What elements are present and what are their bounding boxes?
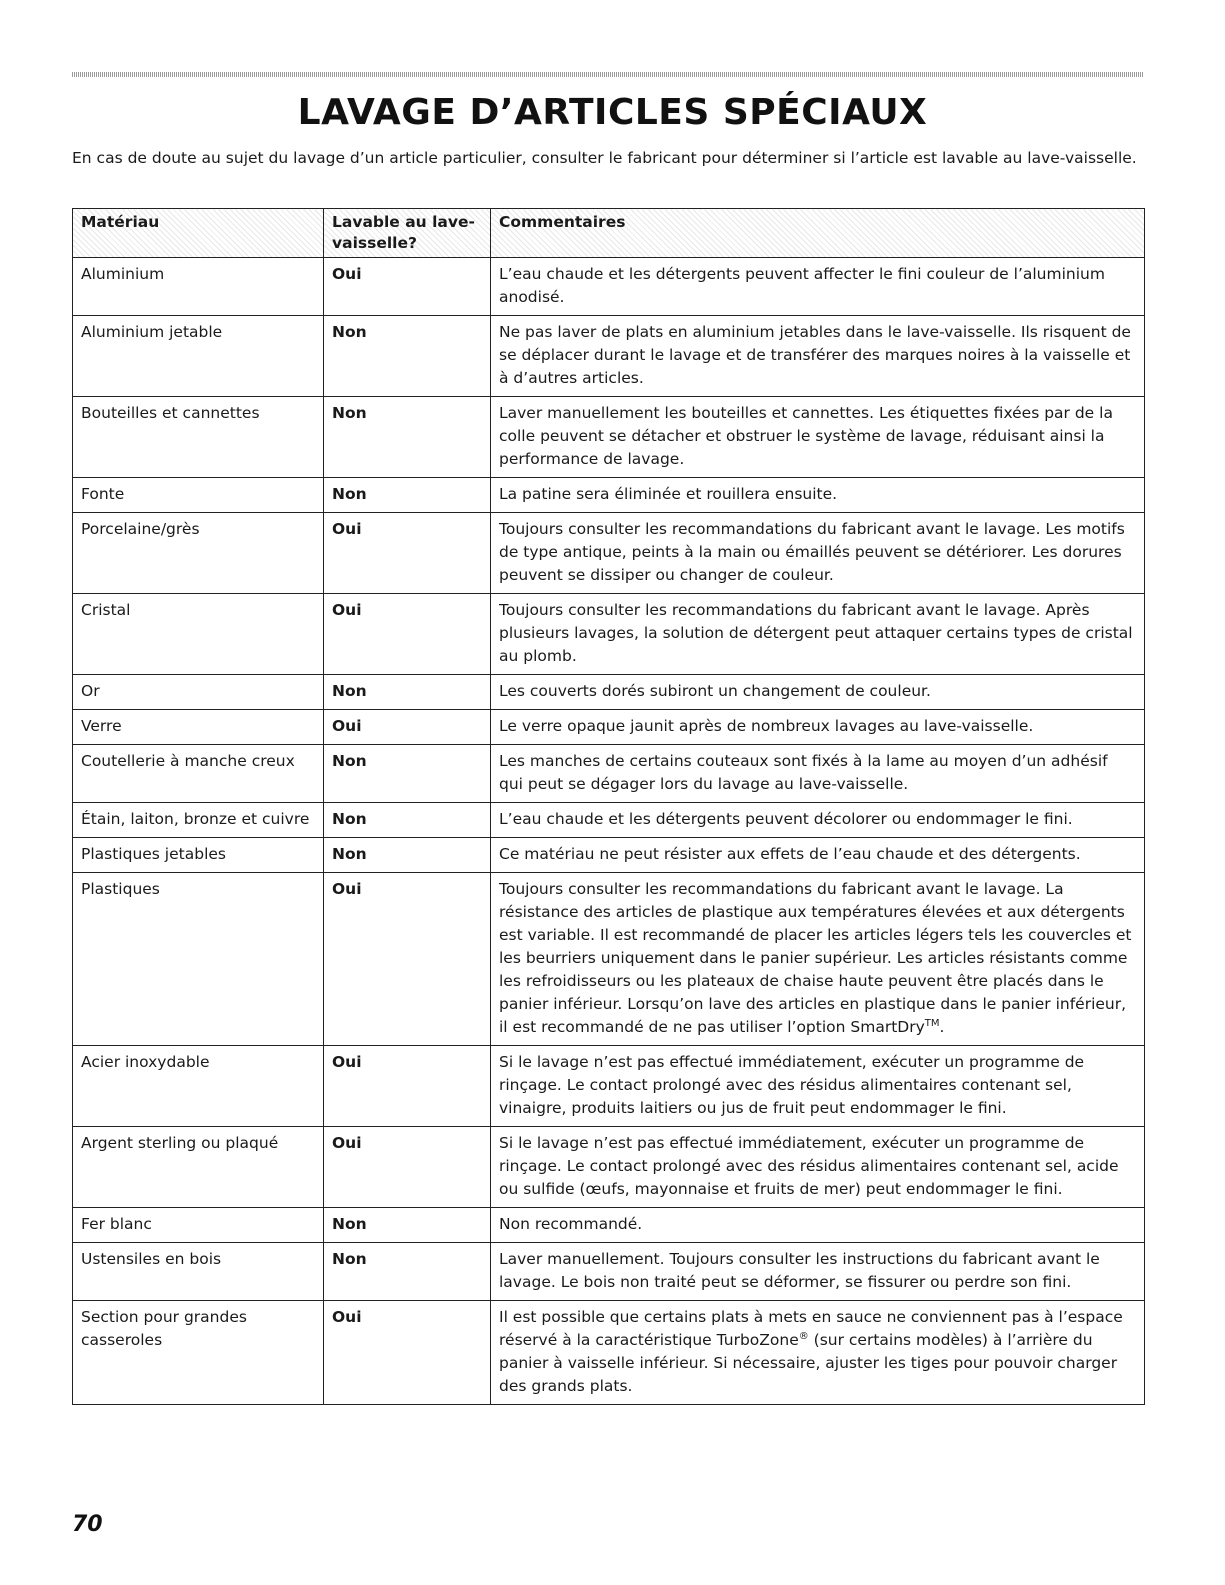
table-row — [73, 1208, 1145, 1243]
cell-washable: Non — [324, 803, 491, 838]
header-comments: Commentaires — [491, 209, 1145, 258]
cell-material: Argent sterling ou plaqué — [73, 1127, 324, 1208]
cell-comment: L’eau chaude et les détergents peuvent décolorer ou endommager le fini. — [491, 803, 1145, 838]
cell-material: Coutellerie à manche creux — [73, 745, 324, 803]
cell-washable: Oui — [324, 1046, 491, 1127]
cell-washable: Oui — [324, 258, 491, 316]
table-row — [73, 1243, 1145, 1301]
top-rule — [72, 72, 1143, 77]
cell-comment: Toujours consulter les recommandations du fabricant avant le lavage. Après plusieurs lavages, la solution de détergent peut attaquer certains types de cristal au plomb. — [491, 594, 1145, 675]
cell-material: Plastiques jetables — [73, 838, 324, 873]
header-material: Matériau — [73, 209, 324, 258]
comment-text: Toujours consulter les recommandations du fabricant avant le lavage. La résistance des articles de plastique aux températures élevées et aux détergents est variable. Il est recommandé de placer les articles légers tels les couvercles et les beurriers uniquement dans le panier supérieur. Les articles résistants comme les refroidisseurs ou les plateaux de chaise haute peuvent être placés dans le panier inférieur. Lorsqu’on lave des articles en plastique dans le panier inférieur, il est recommandé de ne pas utiliser l’option SmartDry — [499, 880, 1132, 1036]
table-row — [73, 675, 1145, 710]
cell-comment: L’eau chaude et les détergents peuvent affecter le fini couleur de l’aluminium anodisé. — [491, 258, 1145, 316]
table-row — [73, 838, 1145, 873]
cell-material: Section pour grandes casseroles — [73, 1301, 324, 1405]
cell-material: Bouteilles et cannettes — [73, 397, 324, 478]
cell-material: Cristal — [73, 594, 324, 675]
cell-comment: Ne pas laver de plats en aluminium jetables dans le lave-vaisselle. Ils risquent de se déplacer durant le lavage et de transférer des marques noires à la vaisselle et à d’autres articles. — [491, 316, 1145, 397]
cell-washable: Non — [324, 478, 491, 513]
cell-washable: Oui — [324, 594, 491, 675]
cell-washable: Oui — [324, 1301, 491, 1405]
table-row — [73, 873, 1145, 1046]
cell-comment: Si le lavage n’est pas effectué immédiatement, exécuter un programme de rinçage. Le contact prolongé avec des résidus alimentaires contenant sel, acide ou sulfide (œufs, mayonnaise et fruits de mer) peut endommager le fini. — [491, 1127, 1145, 1208]
cell-material: Plastiques — [73, 873, 324, 1046]
table-body — [73, 258, 1145, 1405]
cell-comment — [491, 1301, 1145, 1405]
cell-comment: La patine sera éliminée et rouillera ensuite. — [491, 478, 1145, 513]
materials-table — [72, 208, 1145, 1405]
table-row — [73, 478, 1145, 513]
cell-material: Or — [73, 675, 324, 710]
cell-comment: Le verre opaque jaunit après de nombreux lavages au lave-vaisselle. — [491, 710, 1145, 745]
table-row — [73, 803, 1145, 838]
intro-paragraph: En cas de doute au sujet du lavage d’un article particulier, consulter le fabricant pour déterminer si l’article est lavable au lave-vaisselle. — [72, 149, 1137, 167]
trademark-mark: TM — [924, 1017, 940, 1029]
cell-material: Verre — [73, 710, 324, 745]
table-row — [73, 710, 1145, 745]
cell-material: Fonte — [73, 478, 324, 513]
cell-material: Aluminium — [73, 258, 324, 316]
cell-washable: Non — [324, 675, 491, 710]
cell-washable: Non — [324, 316, 491, 397]
table-row — [73, 258, 1145, 316]
cell-material: Porcelaine/grès — [73, 513, 324, 594]
page-title: LAVAGE D’ARTICLES SPÉCIAUX — [297, 92, 928, 133]
cell-material: Aluminium jetable — [73, 316, 324, 397]
cell-washable: Non — [324, 397, 491, 478]
header-washable: Lavable au lave-vaisselle? — [324, 209, 491, 258]
table-row — [73, 745, 1145, 803]
cell-washable: Oui — [324, 873, 491, 1046]
cell-comment: Toujours consulter les recommandations du fabricant avant le lavage. Les motifs de type antique, peints à la main ou émaillés peuvent se détériorer. Les dorures peuvent se dissiper ou changer de couleur. — [491, 513, 1145, 594]
registered-mark: ® — [798, 1330, 809, 1342]
cell-comment: Laver manuellement les bouteilles et cannettes. Les étiquettes fixées par de la colle peuvent se détacher et obstruer le système de lavage, réduisant ainsi la performance de lavage. — [491, 397, 1145, 478]
cell-comment — [491, 873, 1145, 1046]
cell-comment: Si le lavage n’est pas effectué immédiatement, exécuter un programme de rinçage. Le contact prolongé avec des résidus alimentaires contenant sel, vinaigre, produits laitiers ou jus de fruit peut endommager le fini. — [491, 1046, 1145, 1127]
cell-washable: Non — [324, 1243, 491, 1301]
cell-comment: Les couverts dorés subiront un changement de couleur. — [491, 675, 1145, 710]
page-number: 70 — [72, 1512, 103, 1537]
cell-material: Fer blanc — [73, 1208, 324, 1243]
cell-material: Ustensiles en bois — [73, 1243, 324, 1301]
table-row — [73, 1127, 1145, 1208]
cell-washable: Non — [324, 745, 491, 803]
comment-text: Il est possible que certains plats à mets en sauce ne conviennent pas à l’espace réservé à la caractéristique TurboZone — [499, 1308, 1123, 1349]
table-row — [73, 316, 1145, 397]
comment-tail: (sur certains modèles) à l’arrière du panier à vaisselle inférieur. Si nécessaire, ajuster les tiges pour pouvoir charger des grands plats. — [499, 1331, 1118, 1395]
cell-material: Acier inoxydable — [73, 1046, 324, 1127]
table-row — [73, 397, 1145, 478]
comment-tail: . — [939, 1018, 945, 1036]
table-row — [73, 594, 1145, 675]
cell-comment: Non recommandé. — [491, 1208, 1145, 1243]
cell-material: Étain, laiton, bronze et cuivre — [73, 803, 324, 838]
cell-washable: Oui — [324, 1127, 491, 1208]
table-row — [73, 513, 1145, 594]
table-row — [73, 1046, 1145, 1127]
table-row — [73, 1301, 1145, 1405]
cell-washable: Non — [324, 838, 491, 873]
table-header-row — [73, 209, 1145, 258]
cell-comment: Laver manuellement. Toujours consulter les instructions du fabricant avant le lavage. Le bois non traité peut se déformer, se fissurer ou perdre son fini. — [491, 1243, 1145, 1301]
cell-washable: Oui — [324, 710, 491, 745]
cell-washable: Oui — [324, 513, 491, 594]
cell-comment: Ce matériau ne peut résister aux effets de l’eau chaude et des détergents. — [491, 838, 1145, 873]
cell-washable: Non — [324, 1208, 491, 1243]
cell-comment: Les manches de certains couteaux sont fixés à la lame au moyen d’un adhésif qui peut se dégager lors du lavage au lave-vaisselle. — [491, 745, 1145, 803]
